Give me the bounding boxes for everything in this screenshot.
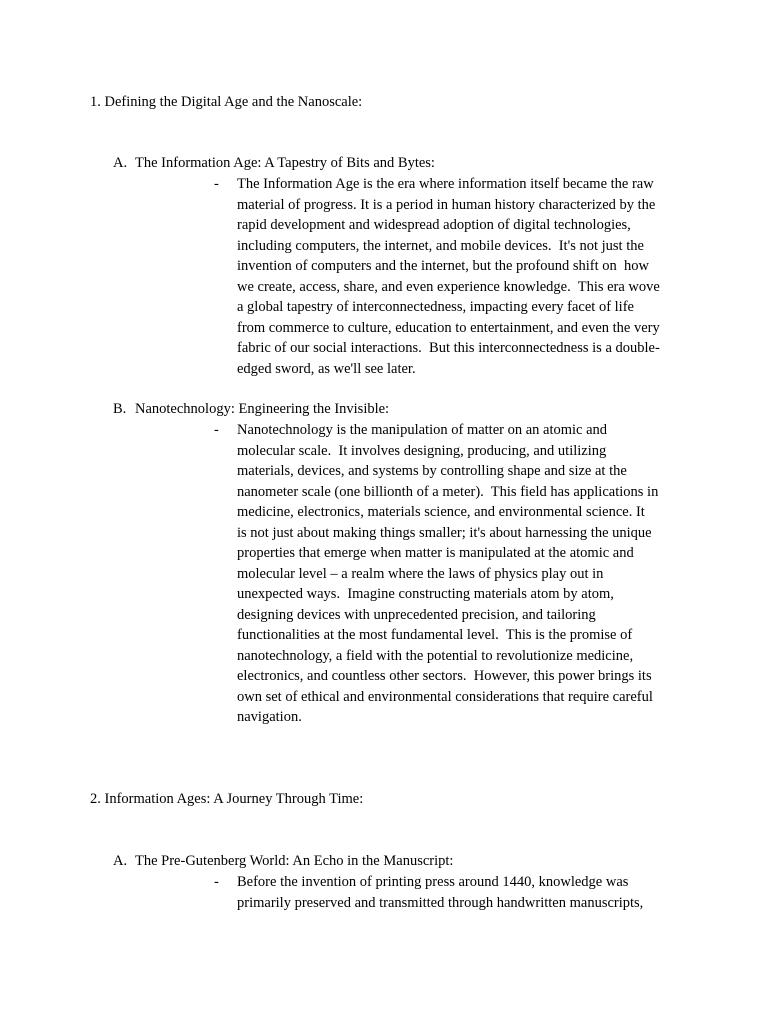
subsection-1b-title: Nanotechnology: Engineering the Invisible: [135, 401, 390, 417]
bullet-2a [214, 872, 684, 913]
bullet-dash: - [214, 176, 219, 192]
subsection-2a-heading [113, 851, 453, 872]
bullet-2a-text [237, 872, 684, 913]
text-line: molecular scale. It involves designing, producing, and utilizing [237, 442, 607, 459]
text-line: from commerce to culture, education to entertainment, and even the very [237, 319, 660, 336]
text-line: materials, devices, and systems by controlling shape and size at the [237, 463, 627, 479]
text-line: nanotechnology, a field with the potential to revolutionize medicine, [237, 647, 634, 664]
text-line: primarily preserved and transmitted through handwritten manuscripts, [237, 894, 644, 911]
text-line: unexpected ways. Imagine constructing materials atom by atom, [237, 586, 614, 602]
text-line: medicine, electronics, materials science, and environmental science. It [237, 504, 645, 520]
bullet-1a [214, 174, 684, 379]
text-line: material of progress. It is a period in human history characterized by the [237, 196, 656, 213]
bullet-dash: - [214, 874, 219, 890]
text-line: fabric of our social interactions. But this interconnectedness is a double- [237, 340, 660, 356]
subsection-1b-heading [113, 399, 389, 420]
bullet-1a-text [237, 174, 684, 379]
text-line: own set of ethical and environmental considerations that require careful [237, 688, 653, 705]
text-line: electronics, and countless other sectors. However, this power brings its [237, 668, 652, 684]
text-line: we create, access, share, and even experience knowledge. This era wove [237, 278, 660, 295]
section-2-heading: 2. Information Ages: A Journey Through Time: [90, 791, 364, 807]
text-line: Before the invention of printing press around 1440, knowledge was [237, 874, 629, 890]
text-line: Nanotechnology is the manipulation of matter on an atomic and [237, 422, 608, 438]
text-line: a global tapestry of interconnectedness, impacting every facet of life [237, 299, 634, 315]
text-line: is not just about making things smaller; it's about harnessing the unique [237, 524, 652, 541]
subsection-1b-letter: B. [113, 401, 127, 417]
bullet-1b-text [237, 420, 684, 728]
text-line: including computers, the internet, and mobile devices. It's not just the [237, 237, 644, 254]
text-line: invention of computers and the internet, but the profound shift on how [237, 258, 649, 274]
text-line: edged sword, as we'll see later. [237, 360, 416, 377]
text-line: The Information Age is the era where information itself became the raw [237, 176, 654, 192]
subsection-1a-title: The Information Age: A Tapestry of Bits and Bytes: [135, 155, 435, 171]
section-1-heading: 1. Defining the Digital Age and the Nanoscale: [90, 94, 363, 110]
text-line: designing devices with unprecedented precision, and tailoring [237, 606, 596, 623]
text-line: molecular level – a realm where the laws of physics play out in [237, 565, 604, 582]
text-line: functionalities at the most fundamental level. This is the promise of [237, 627, 633, 643]
subsection-2a-letter: A. [113, 853, 128, 869]
text-line: properties that emerge when matter is manipulated at the atomic and [237, 545, 634, 561]
bullet-dash: - [214, 422, 219, 438]
bullet-1b [214, 420, 684, 728]
text-line: rapid development and widespread adoption of digital technologies, [237, 217, 631, 233]
subsection-2a-title: The Pre-Gutenberg World: An Echo in the Manuscript: [135, 853, 454, 869]
text-line: navigation. [237, 709, 302, 725]
subsection-1a-letter: A. [113, 155, 128, 171]
text-line: nanometer scale (one billionth of a meter). This field has applications in [237, 483, 659, 500]
subsection-1a-heading [113, 153, 435, 174]
